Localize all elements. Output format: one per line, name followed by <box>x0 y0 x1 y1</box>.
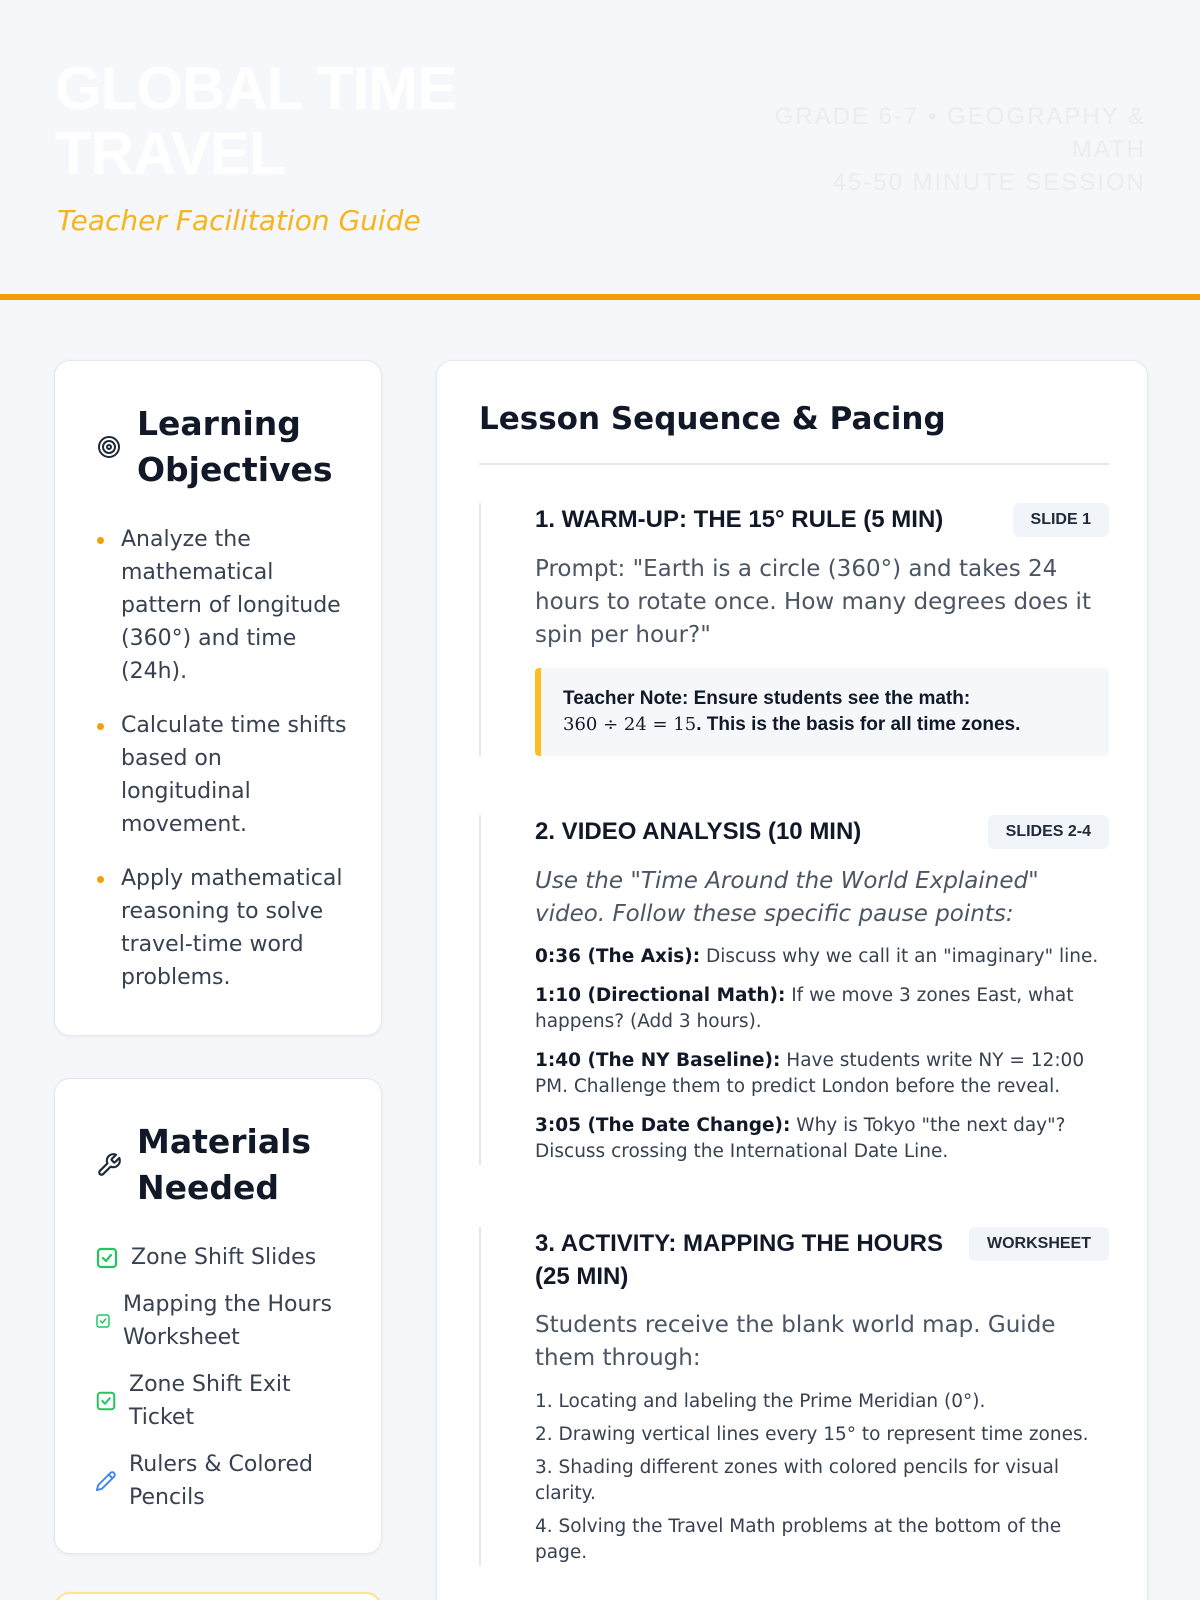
warm-up-prompt: Prompt: "Earth is a circle (360°) and takes 24 hours to rotate once. How many degrees does it spin per hour?" <box>535 556 1091 648</box>
list-item: Zone Shift Slides <box>95 1241 355 1274</box>
checkbox-icon <box>95 1246 119 1270</box>
objectives-header <box>95 401 337 493</box>
list-item: 2. Drawing vertical lines every 15° to represent time zones. <box>535 1424 1089 1445</box>
pause-point: 1:40 (The NY Baseline): Have students write NY = 12:00 PM. Challenge them to predict London before the reveal. <box>535 1050 1085 1097</box>
slide-badge: SLIDES 2-4 <box>988 815 1109 849</box>
teacher-note: Teacher Note: Ensure students see the math: 360 ÷ 24 = 15. This is the basis for all time zones. <box>535 668 1109 756</box>
list-item: Zone Shift Exit Ticket <box>95 1368 355 1434</box>
bullet-dot <box>97 876 104 883</box>
page-title: GLOBAL TIME TRAVEL <box>55 55 457 187</box>
grade-subject-label: GRADE 6-7 • GEOGRAPHY & MATH <box>774 103 1146 163</box>
activity-intro: Students receive the blank world map. Guide them through: <box>535 1312 1056 1371</box>
page-header <box>0 0 1200 300</box>
lesson-heading: Lesson Sequence & Pacing <box>479 401 946 437</box>
materials-card <box>54 1078 382 1554</box>
bullet-dot <box>97 537 104 544</box>
pencil-icon <box>95 1470 117 1492</box>
session-meta <box>726 100 1146 199</box>
materials-heading: Materials Needed <box>137 1122 312 1207</box>
list-item: Calculate time shifts based on longitudinal movement. <box>95 709 355 841</box>
step-title: 2. VIDEO ANALYSIS (10 MIN) <box>535 818 862 845</box>
step-title: 1. WARM-UP: THE 15° RULE (5 MIN) <box>535 506 944 533</box>
list-item: Apply mathematical reasoning to solve travel-time word problems. <box>95 862 355 994</box>
pause-point: 3:05 (The Date Change): Why is Tokyo "the next day"? Discuss crossing the International Date Line. <box>535 1115 1066 1162</box>
objectives-list <box>95 523 355 1015</box>
session-length-label: 45-50 MINUTE SESSION <box>832 169 1146 196</box>
page-subtitle: Teacher Facilitation Guide <box>57 204 421 237</box>
step-activity <box>479 1227 1109 1566</box>
step-title: 3. ACTIVITY: MAPPING THE HOURS (25 MIN) <box>535 1230 944 1290</box>
pause-point: 0:36 (The Axis): Discuss why we call it an "imaginary" line. <box>535 946 1099 967</box>
next-card <box>54 1592 382 1600</box>
step-video-analysis <box>479 815 1109 1165</box>
math-expression: 360 ÷ 24 = 15 <box>563 714 697 735</box>
list-item: Mapping the Hours Worksheet <box>95 1288 355 1354</box>
materials-header <box>95 1119 317 1211</box>
objectives-heading: Learning Objectives <box>137 404 333 489</box>
target-icon <box>95 433 123 461</box>
lesson-sequence-card <box>436 360 1148 1600</box>
learning-objectives-card <box>54 360 382 1036</box>
list-item: Rulers & Colored Pencils <box>95 1448 355 1514</box>
divider <box>479 463 1109 465</box>
checkbox-icon <box>95 1313 111 1329</box>
wrench-icon <box>95 1151 123 1179</box>
worksheet-badge: WORKSHEET <box>969 1227 1109 1261</box>
video-intro: Use the "Time Around the World Explained" video. Follow these specific pause points: <box>535 868 1039 927</box>
slide-badge: SLIDE 1 <box>1013 503 1109 537</box>
list-item: 4. Solving the Travel Math problems at the bottom of the page. <box>535 1516 1062 1563</box>
list-item: 1. Locating and labeling the Prime Meridian (0°). <box>535 1391 986 1412</box>
bullet-dot <box>97 723 104 730</box>
materials-list <box>95 1241 355 1528</box>
list-item: 3. Shading different zones with colored pencils for visual clarity. <box>535 1457 1060 1504</box>
pause-point: 1:10 (Directional Math): If we move 3 zones East, what happens? (Add 3 hours). <box>535 985 1074 1032</box>
step-warm-up <box>479 503 1109 756</box>
list-item: Analyze the mathematical pattern of longitude (360°) and time (24h). <box>95 523 355 688</box>
checkbox-icon <box>95 1390 117 1412</box>
